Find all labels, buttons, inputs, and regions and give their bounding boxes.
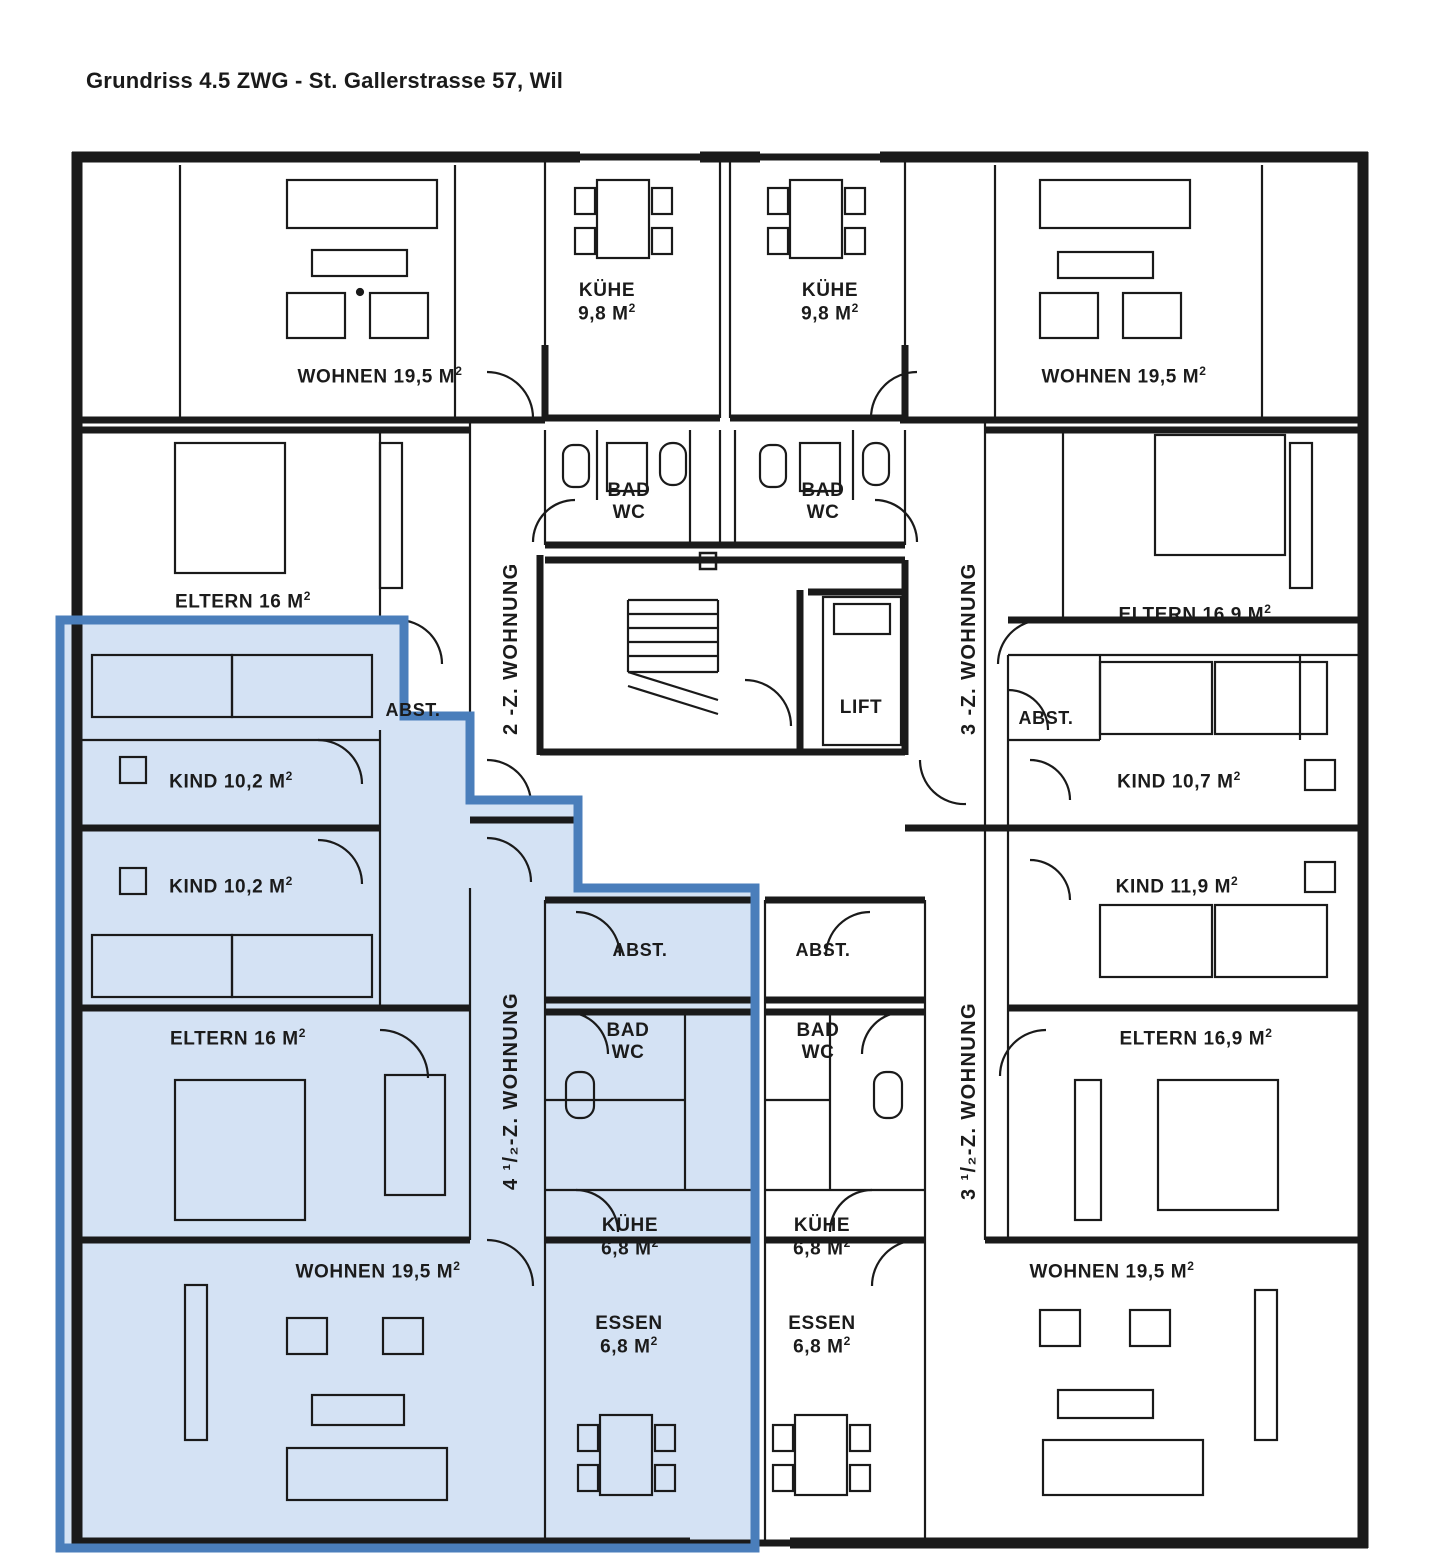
apartment-label-2z: 2 -Z. WOHNUNG [500,562,522,735]
room-label-kind-right-1: KIND 10,7 $M^2$ [1117,769,1241,793]
room-label-eltern-right-top: ELTERN 16,9 $M^2$ [1118,602,1272,626]
room-label-eltern-left-top: ELTERN 16 $M^2$ [175,589,311,613]
room-label-abst-right-top: ABST. [1018,708,1074,728]
room-label-kind-left-1: KIND 10,2 $M^2$ [169,769,293,793]
room-label-essen-bot-right: ESSEN 6,8 $M^2$ [788,1313,856,1358]
room-label-wohnen-top-left: WOHNEN 19,5 $M^2$ [297,364,463,388]
room-label-kueche-bot-left: KÜHE 6,8 $M^2$ [601,1215,659,1260]
apartment-label-4-5z: 4 ¹/₂-Z. WOHNUNG [500,992,522,1190]
page-title: Grundriss 4.5 ZWG - St. Gallerstrasse 57, Wil [86,68,564,93]
room-label-bad-wc-bot-right: BAD WC [796,1020,840,1063]
room-label-essen-bot-left: ESSEN 6,8 $M^2$ [595,1313,663,1358]
room-label-kind-left-2: KIND 10,2 $M^2$ [169,874,293,898]
room-label-bad-wc-bot-left: BAD WC [606,1020,650,1063]
room-label-wohnen-bot-left: WOHNEN 19,5 $M^2$ [295,1259,461,1283]
apartment-label-3-5z: 3 ¹/₂-Z. WOHNUNG [958,1002,980,1200]
room-label-lift: LIFT [839,697,883,718]
apartment-label-3z: 3 -Z. WOHNUNG [958,562,980,735]
room-label-kind-right-2: KIND 11,9 $M^2$ [1115,874,1239,898]
room-label-abst-mid-right: ABST. [795,940,851,960]
room-label-eltern-right-bottom: ELTERN 16,9 $M^2$ [1119,1026,1273,1050]
room-label-wohnen-bot-right: WOHNEN 19,5 $M^2$ [1029,1259,1195,1283]
room-label-kueche-bot-right: KÜHE 6,8 $M^2$ [793,1215,851,1260]
room-label-abst-left-top: ABST. [385,700,441,720]
room-label-eltern-left-bottom: ELTERN 16 $M^2$ [170,1026,306,1050]
room-label-bad-wc-top-right: BAD WC [801,480,845,523]
room-label-kueche-top-left: KÜHE 9,8 $M^2$ [578,280,636,325]
room-label-bad-wc-top-left: BAD WC [607,480,651,523]
room-label-wohnen-top-right: WOHNEN 19,5 $M^2$ [1041,364,1207,388]
room-label-abst-mid-left: ABST. [612,940,668,960]
room-label-kueche-top-right: KÜHE 9,8 $M^2$ [801,280,859,325]
